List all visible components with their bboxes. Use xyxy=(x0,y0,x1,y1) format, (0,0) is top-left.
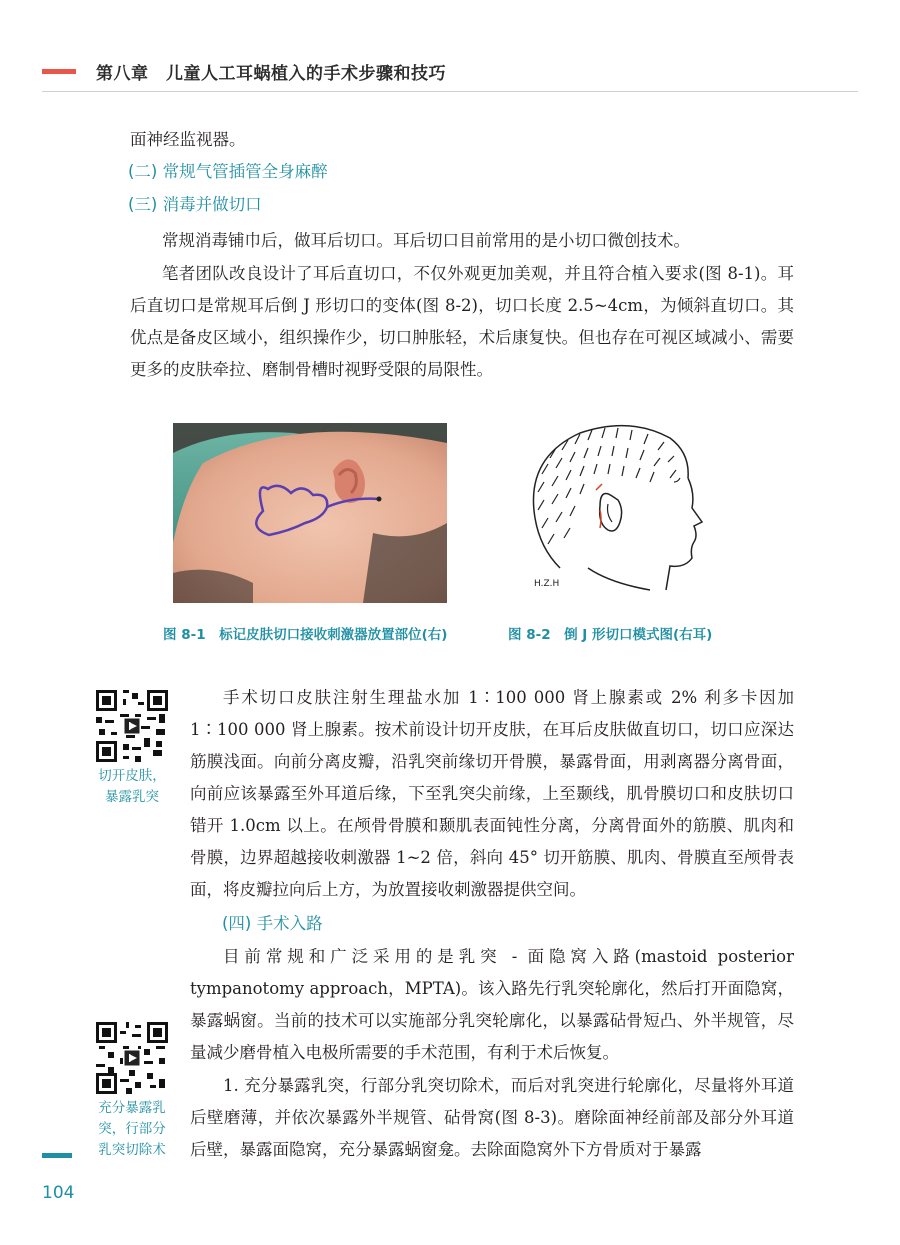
figure-8-2-drawing xyxy=(520,418,710,594)
figure-8-1-photo xyxy=(173,423,447,603)
figure-8-2-signature: H.Z.H xyxy=(534,579,560,589)
paragraph-2: 笔者团队改良设计了耳后直切口，不仅外观更加美观，并且符合植入要求(图 8-1)。耳后直切口是常规耳后倒 J 形切口的变体(图 8-2)，切口长度 2.5~4cm，为倾斜直切口。其优点是备皮区域小，组织操作少，切口肿胀轻，术后康复快。但也存在可视区域减小、需要更多的皮肤牵拉、磨制骨槽时视野受限的局限性。 xyxy=(130,264,794,379)
qr-code-video-2[interactable] xyxy=(96,1022,168,1094)
paragraph-3: 手术切口皮肤注射生理盐水加 1∶100 000 肾上腺素或 2% 利多卡因加 1∶100 000 肾上腺素。按术前设计切开皮肤，在耳后皮肤做直切口，切口应深达筋膜浅面。向前分离皮瓣，沿乳突前缘切开骨膜，暴露骨面，用剥离器分离骨面，向前应该暴露至外耳道后缘，下至乳突尖前缘，上至颞线，肌骨膜切口和皮肤切口错开 1.0cm 以上。在颅骨骨膜和颞肌表面钝性分离，分离骨面外的筋膜、肌肉和骨膜，边界超越接收刺激器 1~2 倍，斜向 45° 切开筋膜、肌肉、骨膜直至颅骨表面，将皮瓣拉向后上方，为放置接收刺激器提供空间。 xyxy=(190,688,794,899)
running-header xyxy=(0,55,900,91)
figure-8-1-caption: 图 8-1 标记皮肤切口接收刺激器放置部位(右) xyxy=(163,627,448,643)
intro-line: 面神经监视器。 xyxy=(130,130,246,149)
paragraph-5: 1. 充分暴露乳突，行部分乳突切除术，而后对乳突进行轮廓化，尽量将外耳道后壁磨薄，并依次暴露外半规管、砧骨窝(图 8-3)。磨除面神经前部及部分外耳道后壁，暴露面隐窝，充分暴露蜗窗龛。去除面隐窝外下方骨质对于暴露 xyxy=(190,1076,794,1159)
figure-8-2-caption: 图 8-2 倒 J 形切口模式图(右耳) xyxy=(508,627,713,643)
section-heading-4: (四) 手术入路 xyxy=(222,914,323,933)
section-heading-2: (二) 常规气管插管全身麻醉 xyxy=(128,162,328,181)
footer-accent-bar xyxy=(42,1153,72,1158)
qr-label-1: 切开皮肤， 暴露乳突 xyxy=(98,768,166,805)
qr-code-video-1[interactable] xyxy=(96,690,168,762)
page-number: 104 xyxy=(42,1183,75,1203)
qr-label-2: 充分暴露乳 突，行部分 乳突切除术 xyxy=(98,1100,166,1158)
header-accent-bar xyxy=(42,69,76,74)
paragraph-1: 常规消毒铺巾后，做耳后切口。耳后切口目前常用的是小切口微创技术。 xyxy=(162,231,690,250)
paragraph-4: 目前常规和广泛采用的是乳突 - 面隐窝入路(mastoid posterior tympanotomy approach，MPTA)。该入路先行乳突轮廓化，然后打开面隐窝，暴露蜗窗。当前的技术可以实施部分乳突轮廓化，以暴露砧骨短凸、外半规管，尽量减少磨骨植入电极所需要的手术范围，有利于术后恢复。 xyxy=(190,947,794,1062)
chapter-title: 第八章 儿童人工耳蜗植入的手术步骤和技巧 xyxy=(96,64,446,84)
header-divider xyxy=(42,91,858,92)
section-heading-3: (三) 消毒并做切口 xyxy=(128,195,262,214)
